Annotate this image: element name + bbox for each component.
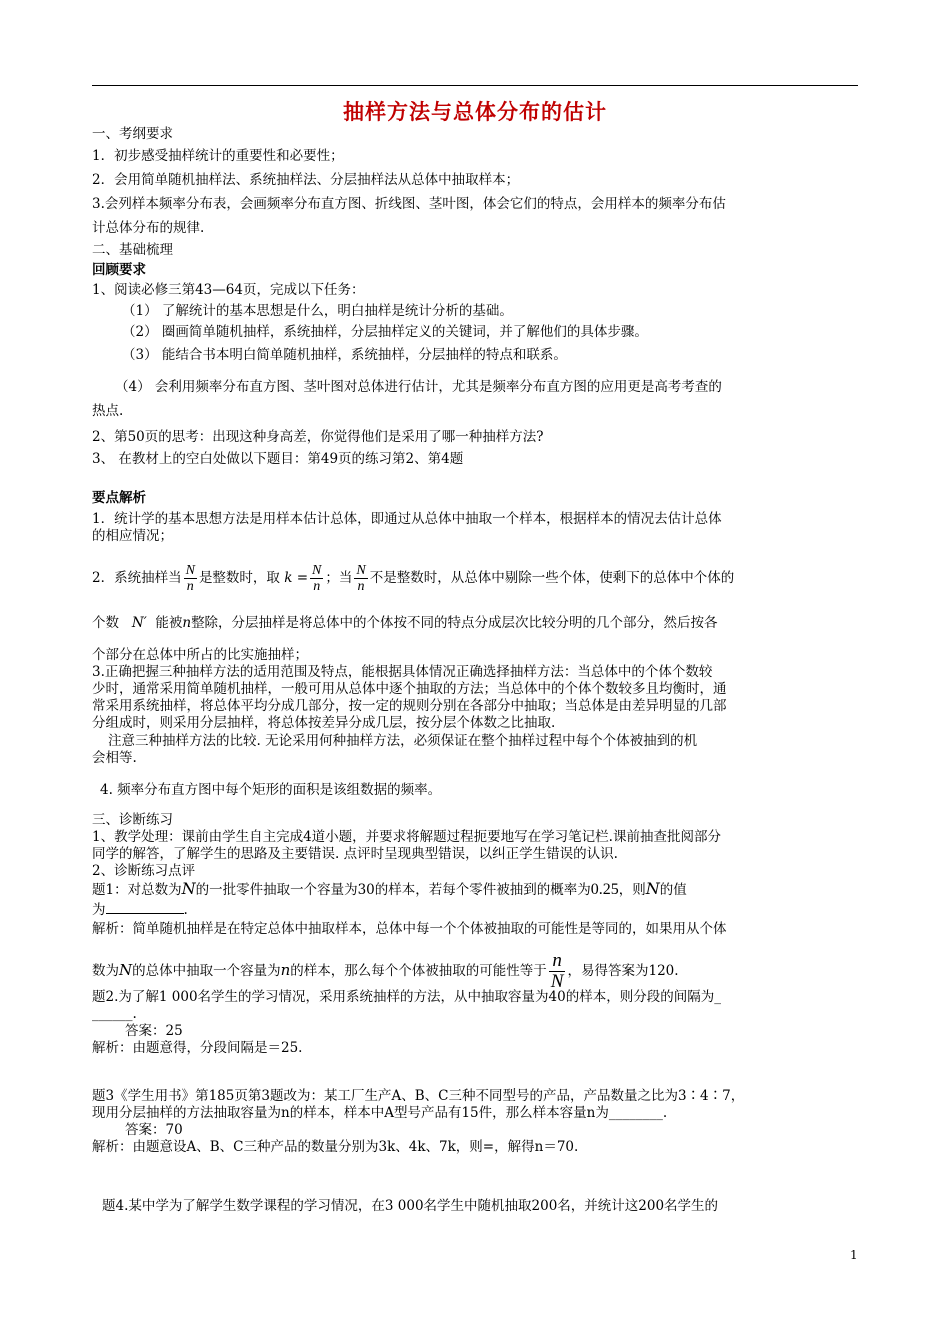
denominator: n <box>313 579 321 594</box>
section-heading-1: 一、考纲要求 <box>92 126 173 142</box>
text-span: . <box>183 902 188 918</box>
keypoint-3-line3: 常采用系统抽样，将总体平均分成几部分，按一定的规则分别在各部分中抽取；当总体是由差异明显的几部 <box>92 698 727 714</box>
keypoint-4: 4. 频率分布直方图中每个矩形的面积是该组数据的频率。 <box>100 782 442 798</box>
n-prime-symbol: N′ <box>131 615 147 631</box>
keypoint-3-line6: 会相等. <box>92 750 137 766</box>
n-symbol: n <box>182 615 192 631</box>
fraction-N-over-n <box>184 563 197 594</box>
denominator: n <box>357 579 365 594</box>
review-item-1: 1、阅读必修三第43—64页，完成以下任务： <box>92 282 365 298</box>
answer-2: 答案：25 <box>125 1023 183 1039</box>
solution-1-line1: 解析：简单随机抽样是在特定总体中抽取样本，总体中每一个个体被抽取的可能性是等同的，如果用从个体 <box>92 921 727 937</box>
question-1-line1 <box>92 881 687 898</box>
N-symbol: N <box>645 879 660 898</box>
diagnosis-1-line2: 同学的解答，了解学生的思路及主要错误. 点评时呈现典型错误，以纠正学生错误的认识. <box>92 846 618 862</box>
N-symbol: N <box>181 879 196 898</box>
keypoint-1-line1: 1．统计学的基本思想方法是用样本估计总体，即通过从总体中抽取一个样本，根据样本的情况去估计总体 <box>92 511 722 527</box>
question-3-line2: 现用分层抽样的方法抽取容量为n的样本，样本中A型号产品有15件，那么样本容量n为________. <box>92 1105 668 1121</box>
fraction-N-over-n <box>354 563 367 594</box>
page-number: 1 <box>850 1248 858 1262</box>
fraction-n-over-N <box>549 951 566 992</box>
requirement-1: 1．初步感受抽样统计的重要性和必要性； <box>92 148 344 164</box>
keypoint-3-line5: 注意三种抽样方法的比较. 无论采用何种抽样方法，必须保证在整个抽样过程中每个个体被抽到的机 <box>108 733 698 749</box>
text-span: 能被 <box>155 615 183 631</box>
text-span: 的样本，那么每个个体被抽取的可能性等于 <box>290 963 547 979</box>
text-span: 的总体中抽取一个容量为 <box>132 963 281 979</box>
question-2-line1: 题2.为了解1 000名学生的学习情况，采用系统抽样的方法，从中抽取容量为40的样本，则分段的间隔为_ <box>92 989 721 1005</box>
review-item-2: 2、第50页的思考：出现这种身高差，你觉得他们是采用了哪一种抽样方法? <box>92 429 544 445</box>
text-span: 是整数时，取 <box>198 570 280 586</box>
text-span: 不是整数时，从总体中剔除一些个体，使剩下的总体中个体的 <box>369 570 735 586</box>
task-3: （3） 能结合书本明白简单随机抽样，系统抽样，分层抽样的特点和联系。 <box>122 347 567 363</box>
text-span: 的一批零件抽取一个容量为30的样本，若每个零件被抽到的概率为 <box>195 882 591 898</box>
text-span: 整除，分层抽样是将总体中的个体按不同的特点分成层次比较分明的几个部分，然后按各 <box>191 615 718 631</box>
keypoint-3-line2: 少时，通常采用简单随机抽样，一般可用从总体中逐个抽取的方法；当总体中的个体个数较多且均衡时，通 <box>92 681 727 697</box>
header-rule <box>92 85 858 86</box>
requirement-2: 2．会用简单随机抽样法、系统抽样法、分层抽样法从总体中抽取样本； <box>92 172 520 188</box>
question-1-line2 <box>92 901 188 918</box>
review-heading: 回顾要求 <box>92 262 146 278</box>
keypoint-2-line1 <box>92 563 734 594</box>
keypoint-2-line3: 个部分在总体中所占的比实施抽样； <box>92 647 308 663</box>
text-span: ，易得答案为120. <box>567 963 679 979</box>
numerator: N <box>356 563 366 578</box>
requirement-3-line1: 3.会列样本频率分布表，会画频率分布直方图、折线图、茎叶图，体会它们的特点，会用样本的频率分布估 <box>92 196 726 212</box>
denominator: n <box>186 579 194 594</box>
text-span: ；当 <box>325 570 353 586</box>
solution-3: 解析：由题意设A、B、C三种产品的数量分别为3k、4k、7k，则=，解得n＝70. <box>92 1139 579 1155</box>
keypoints-heading: 要点解析 <box>92 490 146 506</box>
page-title: 抽样方法与总体分布的估计 <box>343 100 607 124</box>
text-span: ，则 <box>618 882 646 898</box>
text-span: 2．系统抽样当 <box>92 570 182 586</box>
question-2-line2: ______. <box>92 1006 137 1022</box>
probability-value: 0.25 <box>590 881 619 898</box>
numerator: N <box>185 563 195 578</box>
N-symbol: N <box>119 961 133 979</box>
text-span: 题1：对总数为 <box>92 882 182 898</box>
task-4-line2: 热点. <box>92 403 124 419</box>
numerator: n <box>549 951 566 972</box>
keypoint-1-line2: 的相应情况； <box>92 528 173 544</box>
diagnosis-2: 2、诊断练习点评 <box>92 863 196 879</box>
keypoint-3-line4: 分组成时，则采用分层抽样，将总体按差异分成几层，按分层个体数之比抽取. <box>92 715 556 731</box>
section-heading-2: 二、基础梳理 <box>92 242 173 258</box>
numerator: N <box>312 563 322 578</box>
text-span: 为 <box>92 902 106 918</box>
section-heading-3: 三、诊断练习 <box>92 812 173 828</box>
text-span: 数为 <box>92 963 119 979</box>
n-symbol: n <box>280 961 291 979</box>
task-2: （2） 圈画简单随机抽样，系统抽样，分层抽样定义的关键词，并了解他们的具体步骤。 <box>122 324 648 340</box>
question-4-line1: 题4.某中学为了解学生数学课程的学习情况，在3 000名学生中随机抽取200名，并统计这200名学生的 <box>102 1198 719 1214</box>
task-4-line1: （4） 会利用频率分布直方图、茎叶图对总体进行估计，尤其是频率分布直方图的应用更是高考考查的 <box>115 379 722 395</box>
review-item-3: 3、 在教材上的空白处做以下题目：第49页的练习第2、第4题 <box>92 451 464 467</box>
text-span: 的值 <box>659 882 687 898</box>
keypoint-3-line1: 3.正确把握三种抽样方法的适用范围及特点，能根据具体情况正确选择抽样方法：当总体中的个体个数较 <box>92 664 713 680</box>
text-span: 个数 <box>92 615 119 631</box>
k-equals: k = <box>284 570 309 586</box>
solution-2: 解析：由题意得，分段间隔是＝25. <box>92 1040 303 1056</box>
solution-1-line2 <box>92 951 679 992</box>
question-3-line1: 题3《学生用书》第185页第3题改为：某工厂生产A、B、C三种不同型号的产品，产品数量之比为3∶4∶7， <box>92 1088 745 1104</box>
task-1: （1） 了解统计的基本思想是什么，明白抽样是统计分析的基础。 <box>122 303 513 319</box>
answer-blank <box>106 901 184 914</box>
requirement-3-line2: 计总体分布的规律. <box>92 220 205 236</box>
keypoint-2-line2 <box>92 615 718 631</box>
fraction-N-over-n <box>310 563 323 594</box>
denominator: N <box>550 971 564 992</box>
diagnosis-1-line1: 1、教学处理：课前由学生自主完成4道小题，并要求将解题过程扼要地写在学习笔记栏.课前抽查批阅部分 <box>92 829 721 845</box>
answer-3: 答案：70 <box>125 1122 183 1138</box>
